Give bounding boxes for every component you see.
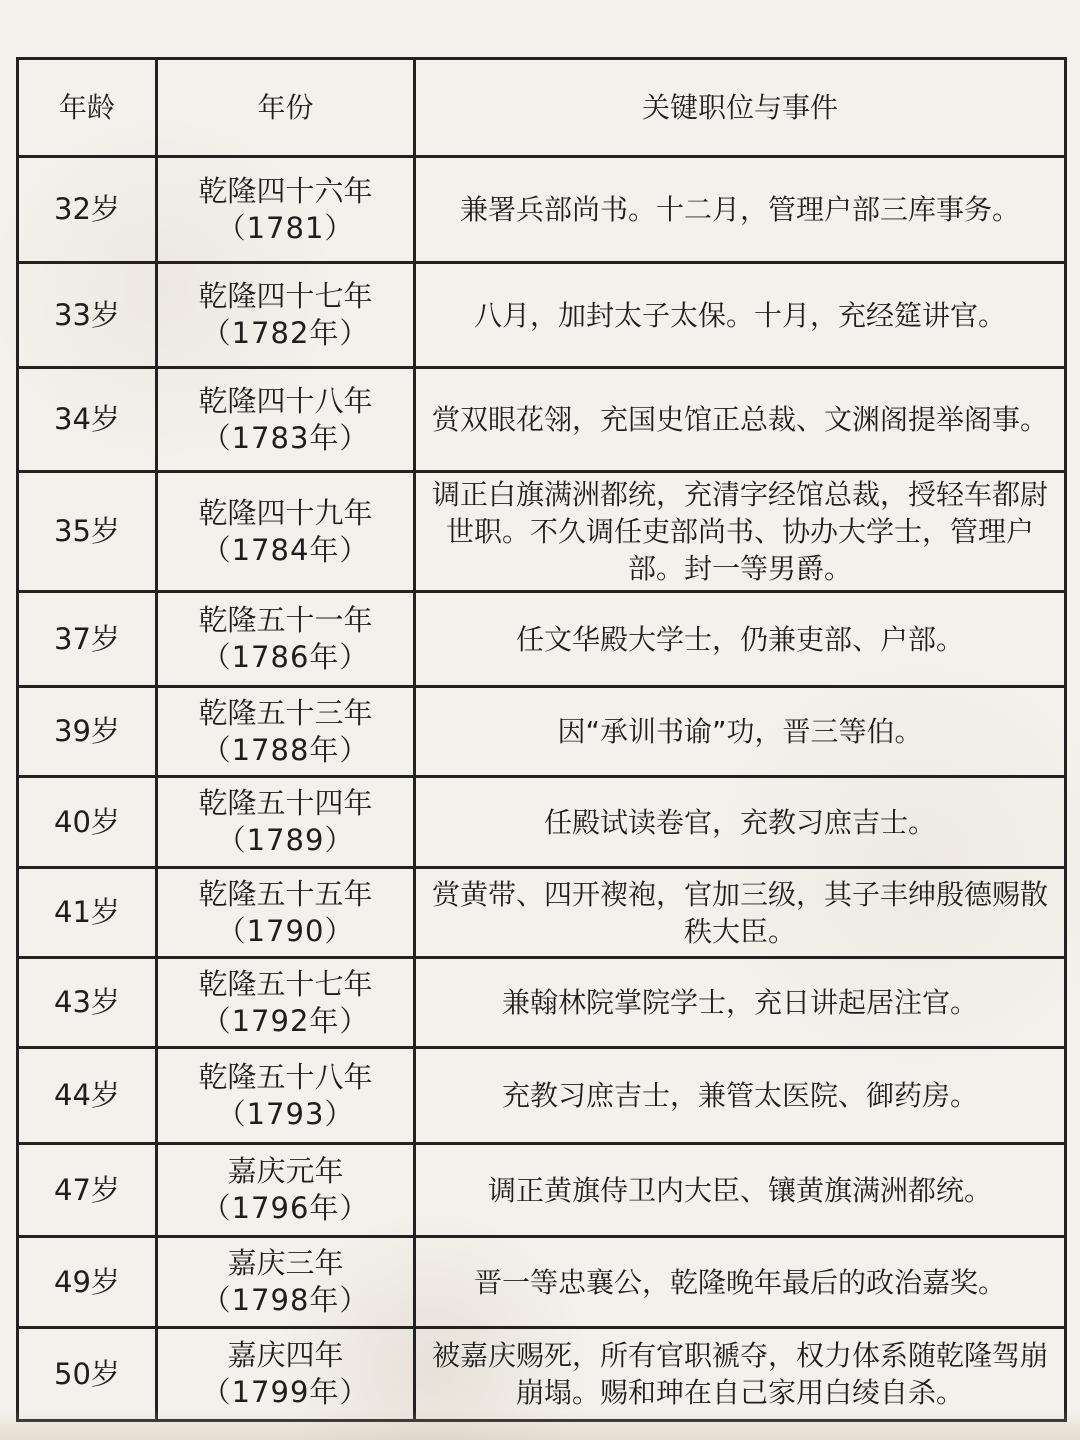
table-row	[18, 157, 1066, 263]
year-cell	[157, 1144, 415, 1237]
header-age: 年龄	[18, 59, 157, 157]
gregorian-year: （1788年）	[201, 732, 370, 767]
table-row	[18, 958, 1066, 1048]
event-cell: 兼署兵部尚书。十二月，管理户部三库事务。	[415, 157, 1066, 263]
year-cell	[157, 958, 415, 1048]
table-row	[18, 368, 1066, 472]
event-cell: 八月，加封太子太保。十月，充经筵讲官。	[415, 263, 1066, 368]
gregorian-year: （1783年）	[201, 420, 370, 455]
event-cell: 任殿试读卷官，充教习庶吉士。	[415, 777, 1066, 868]
header-event: 关键职位与事件	[415, 59, 1066, 157]
event-cell: 赏双眼花翎，充国史馆正总裁、文渊阁提举阁事。	[415, 368, 1066, 472]
table-row	[18, 1048, 1066, 1144]
age-cell: 41岁	[18, 868, 157, 958]
gregorian-year: （1792年）	[201, 1003, 370, 1038]
year-cell	[157, 687, 415, 777]
gregorian-year: （1799年）	[201, 1375, 370, 1409]
event-cell: 调正黄旗侍卫内大臣、镶黄旗满洲都统。	[415, 1144, 1066, 1237]
gregorian-year: （1784年）	[201, 532, 370, 567]
age-cell: 32岁	[18, 157, 157, 263]
reign-year: 乾隆四十八年	[198, 383, 373, 418]
event-cell: 因“承训书谕”功，晋三等伯。	[415, 687, 1066, 777]
gregorian-year: （1790）	[216, 913, 355, 948]
age-cell: 33岁	[18, 263, 157, 368]
year-cell	[157, 472, 415, 592]
year-cell	[157, 592, 415, 687]
reign-year: 乾隆四十六年	[198, 173, 373, 208]
header-year: 年份	[157, 59, 415, 157]
age-cell: 47岁	[18, 1144, 157, 1237]
age-cell: 40岁	[18, 777, 157, 868]
year-cell	[157, 868, 415, 958]
age-cell: 37岁	[18, 592, 157, 687]
gregorian-year: （1796年）	[201, 1191, 370, 1225]
year-cell	[157, 1048, 415, 1144]
table-row	[18, 472, 1066, 592]
reign-year: 乾隆五十三年	[198, 695, 373, 730]
reign-year: 嘉庆三年	[227, 1246, 344, 1280]
reign-year: 嘉庆元年	[227, 1154, 344, 1188]
age-cell: 44岁	[18, 1048, 157, 1144]
table-header-row	[18, 59, 1066, 157]
event-cell: 任文华殿大学士，仍兼吏部、户部。	[415, 592, 1066, 687]
event-cell: 调正白旗满洲都统，充清字经馆总裁，授轻车都尉世职。不久调任吏部尚书、协办大学士，管理户部。封一等男爵。	[415, 472, 1066, 592]
gregorian-year: （1798年）	[201, 1283, 370, 1317]
table-row	[18, 1144, 1066, 1237]
age-cell: 50岁	[18, 1328, 157, 1421]
reign-year: 乾隆五十五年	[198, 876, 373, 911]
reign-year: 乾隆四十九年	[198, 495, 373, 530]
reign-year: 乾隆五十四年	[198, 786, 373, 820]
year-cell	[157, 263, 415, 368]
event-cell: 晋一等忠襄公，乾隆晚年最后的政治嘉奖。	[415, 1237, 1066, 1328]
year-cell	[157, 1328, 415, 1421]
year-cell	[157, 1237, 415, 1328]
timeline-table-container	[16, 57, 1064, 1422]
reign-year: 乾隆五十一年	[198, 603, 373, 637]
age-cell: 39岁	[18, 687, 157, 777]
table-row	[18, 777, 1066, 868]
background-texture	[0, 1410, 1080, 1440]
reign-year: 乾隆五十七年	[198, 966, 373, 1001]
year-cell	[157, 777, 415, 868]
table-row	[18, 687, 1066, 777]
table-row	[18, 868, 1066, 958]
reign-year: 乾隆四十七年	[198, 279, 373, 313]
reign-year: 乾隆五十八年	[198, 1059, 373, 1094]
table-row	[18, 1328, 1066, 1421]
age-cell: 49岁	[18, 1237, 157, 1328]
year-cell	[157, 368, 415, 472]
age-cell: 43岁	[18, 958, 157, 1048]
gregorian-year: （1789）	[216, 823, 355, 857]
table-row	[18, 1237, 1066, 1328]
gregorian-year: （1786年）	[201, 640, 370, 674]
timeline-table	[16, 57, 1067, 1422]
age-cell: 35岁	[18, 472, 157, 592]
table-row	[18, 592, 1066, 687]
gregorian-year: （1793）	[216, 1096, 355, 1131]
reign-year: 嘉庆四年	[227, 1338, 344, 1372]
age-cell: 34岁	[18, 368, 157, 472]
year-cell	[157, 157, 415, 263]
event-cell: 兼翰林院掌院学士，充日讲起居注官。	[415, 958, 1066, 1048]
event-cell: 被嘉庆赐死，所有官职褫夺，权力体系随乾隆驾崩崩塌。赐和珅在自己家用白绫自杀。	[415, 1328, 1066, 1421]
gregorian-year: （1781）	[216, 210, 355, 245]
table-row	[18, 263, 1066, 368]
event-cell: 充教习庶吉士，兼管太医院、御药房。	[415, 1048, 1066, 1144]
event-cell: 赏黄带、四开褉袍，官加三级，其子丰绅殷德赐散秩大臣。	[415, 868, 1066, 958]
gregorian-year: （1782年）	[201, 316, 370, 350]
